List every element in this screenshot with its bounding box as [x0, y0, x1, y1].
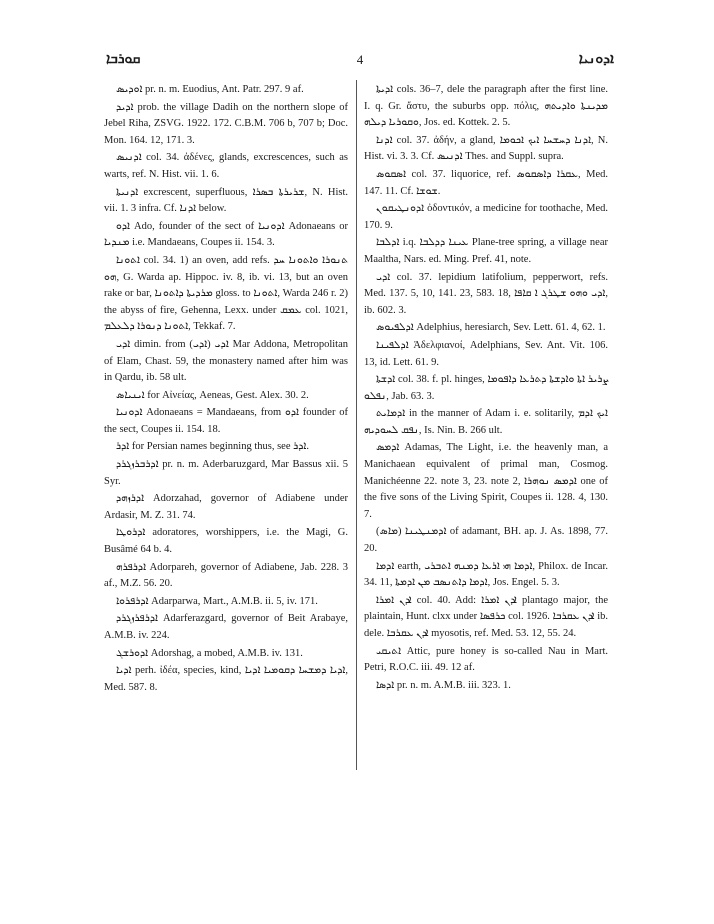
dictionary-entry: ܐܕܪܙܗܕ Adorzahad, governor of Adiabene under Ardasir, M. Z. 31. 74. — [104, 493, 348, 521]
dictionary-entry: ܐܬܘܢܐ col. 34. 1) an oven, add refs. ܬܢܘܪܐ ܘܐܬܘܢܐ ܚܕ ܗܘ, G. Warda ap. Hippoc. iv. 8, ib. vi. 13, but an oven rake or bar, ܡܪܕܝܬܐ ܕܐܬܘܢܐ gloss. to ܐܬܘܢܐ, Warda 246 r. 2) the abyss of fire, Gehenna, Lexx. under ܥܡܩ col. 1021, ܐܬܘܢܐ ܕܢܘܪܐ ܕܠܥܠܡ, Tekkaf. 7. — [104, 254, 349, 333]
dictionary-entry: ܐܕܪܒܪܙܓܪܕ pr. n. m. Aderbaruzgard, Mar Bassus xii. 5 Syr. — [104, 459, 348, 487]
dictionary-entry: ܐܕܪܦܪܘܐ Adarparwa, Mart., A.M.B. ii. 5, iv. 171. — [116, 595, 318, 607]
dictionary-entry: ܐܕܡܣ Adamas, The Light, i.e. the heavenly man, a Manichaean equivalent of primal man, Cosmog. Manichéenne 22. note 3, 23. note 2, ܐܕܡܣ ܢܘܗܪܐ one of the five sons of the Living Spirit, Coupes ii. 128. 4, 130. 7. — [364, 442, 608, 520]
dictionary-entry: ܐܕܘܢܝܐ Adonaeans = Mandaeans, from ܐܕܘ founder of the sect, Coupes ii. 154. 18. — [104, 407, 349, 435]
left-column — [104, 82, 348, 696]
dictionary-entry: ܐܕܝ dimin. from ܐܕܝ (ܐܕܝ) Mar Addona, Metropolitan of Elam, Chast. 59, the monastery named after him was in Qardu, ib. 58 ult. — [104, 338, 348, 384]
dictionary-entry: ܐܕܢ ܐܡܪܐ col. 40. Add: ܐܕܢ ܐܡܪܐ plantago major, the plaintain, Hunt. clxx under ܟܪܦܣܐ col. 1926. ܐܕܢ ܥܩܪܒܐ ib. dele. ܐܕܢ ܥܩܪܒܐ myosotis, ref. Med. 53. 12, 55. 24. — [364, 594, 609, 639]
dictionary-entry: ܐܝܢܝܐܣ for Αἰνείας, Aeneas, Gest. Alex. 30. 2. — [116, 389, 309, 401]
dictionary-entry: ܐܬܝܩܝ Attic, pure honey is so-called Nau in Mart. Petri, R.O.C. iii. 49. 12 af. — [364, 645, 608, 674]
dictionary-entry: ܐܣܩܘܣ col. 37. liquorice, ref. ܥܩܪܐ ܕܐܣܩܘܣ, Med. 147. 11. Cf. ܫܘܫܐ. — [364, 168, 608, 197]
dictionary-entry: ܐܕܢܝܬܐ excrescent, superfluous, ܫܪܝܪܬܐ ܒܣܪܐ, N. Hist. vii. 1. 3 infra. Cf. ܐܕܢܐ below. — [104, 186, 348, 215]
column-divider — [356, 80, 357, 770]
dictionary-entry: ܐܕܝܕ prob. the village Dadih on the northern slope of Jebel Riha, ZSVG. 1922. 172. C.B.M. 706 b, 707 b; Doc. Mon. 164. 12, 171. 3. — [104, 101, 348, 146]
dictionary-entry: ܐܘܕܝܣ pr. n. m. Euodius, Ant. Patr. 297. 9 af. — [116, 84, 304, 95]
dictionary-entry: ܐܕܣܐ pr. n. m. A.M.B. iii. 323. 1. — [376, 679, 511, 691]
dictionary-entry: ܐܕܢܝܣ col. 34. ἀδένες, glands, excrescences, such as warts, ref. N. Hist. vii. 1. 6. — [104, 152, 348, 180]
dictionary-entry: ܐܕܝܐ perh. ἰδέα, species, kind, ܐܕܝܐ ܕܡܫܚܐ ܕܩܘܡܝܐ ܐܕܝܐ, Med. 587. 8. — [104, 665, 349, 693]
dictionary-entry: ܐܕܪܦܪܙܓܪܕ Adarferazgard, governor of Beit Arabaye, A.M.B. iv. 224. — [104, 613, 348, 641]
dictionary-entry: ܐܕܝܬܐ cols. 36–7, dele the paragraph after the first line. I. q. Gr. ἄστυ, the suburbs opp. πόλις, ܡܕܝܢܬܐ ܘܐܕܝܬܗ ܘܩܘܪܝܐ ܕܝܠܗ, Jos. ed. Kottek. 2. 5. — [364, 84, 608, 129]
dictionary-entry: ܐܕܢܐ col. 37. ἀδήν, a gland, ܐܕܢܐ ܕܚܫܚܐ ܐܝܟ ܐܟܘܡܐ, N. Hist. vi. 3. 3. Cf. ܐܕܢܝܣ Thes. and Suppl. supra. — [364, 134, 608, 163]
right-column — [364, 82, 608, 694]
dictionary-entry: ܐܕܠܦܝܢܐ Ἀδελφιανοί, Adelphians, Sev. Ant. Vit. 106. 13, id. Lett. 61. 9. — [364, 339, 608, 368]
dictionary-entry: ܐܕܪܦܪܗ Adorpareh, governor of Adiabene, Jab. 228. 3 af., M.Z. 56. 20. — [104, 561, 348, 590]
dictionary-entry: ܐܕܪ for Persian names beginning thus, see ܐܕܪ. — [116, 441, 310, 453]
running-head — [106, 52, 614, 72]
dictionary-entry: ܐܕܡܐܝܬ in the manner of Adam i. e. solitarily, ܐܝܟ ܐܕܡ ܢܦܩ ܠܚܘܕܝܗ, Is. Nin. B. 266 ult. — [364, 408, 608, 436]
running-head-right: ܐܕܘܢܝܐ — [578, 52, 614, 67]
running-head-left: ܩܘܪܒܐ — [106, 52, 141, 67]
dictionary-entry: ܐܕܠܒܐ i.q. ܥܝܢܐ ܕܕܠܒܐ Plane-tree spring, a village near Maaltha, Nars. ed. Ming. Pref. 41, note. — [364, 237, 609, 265]
dictionary-entry: ܐܕܘܪܫܓ Adorshag, a mobed, A.M.B. iv. 131. — [116, 647, 303, 659]
dictionary-entry: ܐܕܘܢܛܝܩܘܢ ὀδοντικόν, a medicine for toothache, Med. 170. 9. — [364, 203, 608, 231]
dictionary-entry: ܐܕܫܬܐ col. 38. f. pl. hinges, ܨܪܝܪ ܐܬܐ ܘܐܕܫܬܐ ܕܬܪܥܐ ܕܐܦܘܡܐ ܢܦܠܘ, Jab. 63. 3. — [364, 374, 609, 402]
dictionary-entry: ܐܕܡܐ earth, ܐܕܡܐ ܗܝ ܐܪܥܐ ܕܡܢܗ ܐܬܒܪܝ, Philox. de Incar. 34. 11, ܐܕܡܐ ܕܐܬܢܣܒ ܡܢ ܐܕܡܬܐ, Jos. Engel. 5. 3. — [364, 560, 608, 589]
page-number: 4 — [356, 52, 364, 67]
dictionary-entry: ܐܕܪܘܛܐ adoratores, worshippers, i.e. the Magi, G. Busâmé 64 b. 4. — [104, 527, 348, 556]
dictionary-entry: ܐܕܝ col. 37. lepidium latifolium, pepperwort, refs. Med. 137. 5, 10, 141. 23, 583. 18, ܐܕܝ ܘܗܘ ܫܛܪܓ ܐ ܩܐܦܐ, ib. 602. 3. — [364, 271, 609, 316]
dictionary-entry: ܐܕܘ Ado, founder of the sect of ܐܕܘܢܝܐ Adonaeans or ܡܢܕܝܐ i.e. Mandaeans, Coupes ii. 154. 3. — [104, 220, 348, 249]
dictionary-entry: ܐܕܠܦܝܘܣ Adelphius, heresiarch, Sev. Lett. 61. 4, 62. 1. — [376, 322, 606, 334]
dictionary-entry: ܐܕܡܢܛܝܢܐ (ܡܐܣ) of adamant, BH. ap. J. As. 1898, 77. 20. — [364, 526, 608, 555]
